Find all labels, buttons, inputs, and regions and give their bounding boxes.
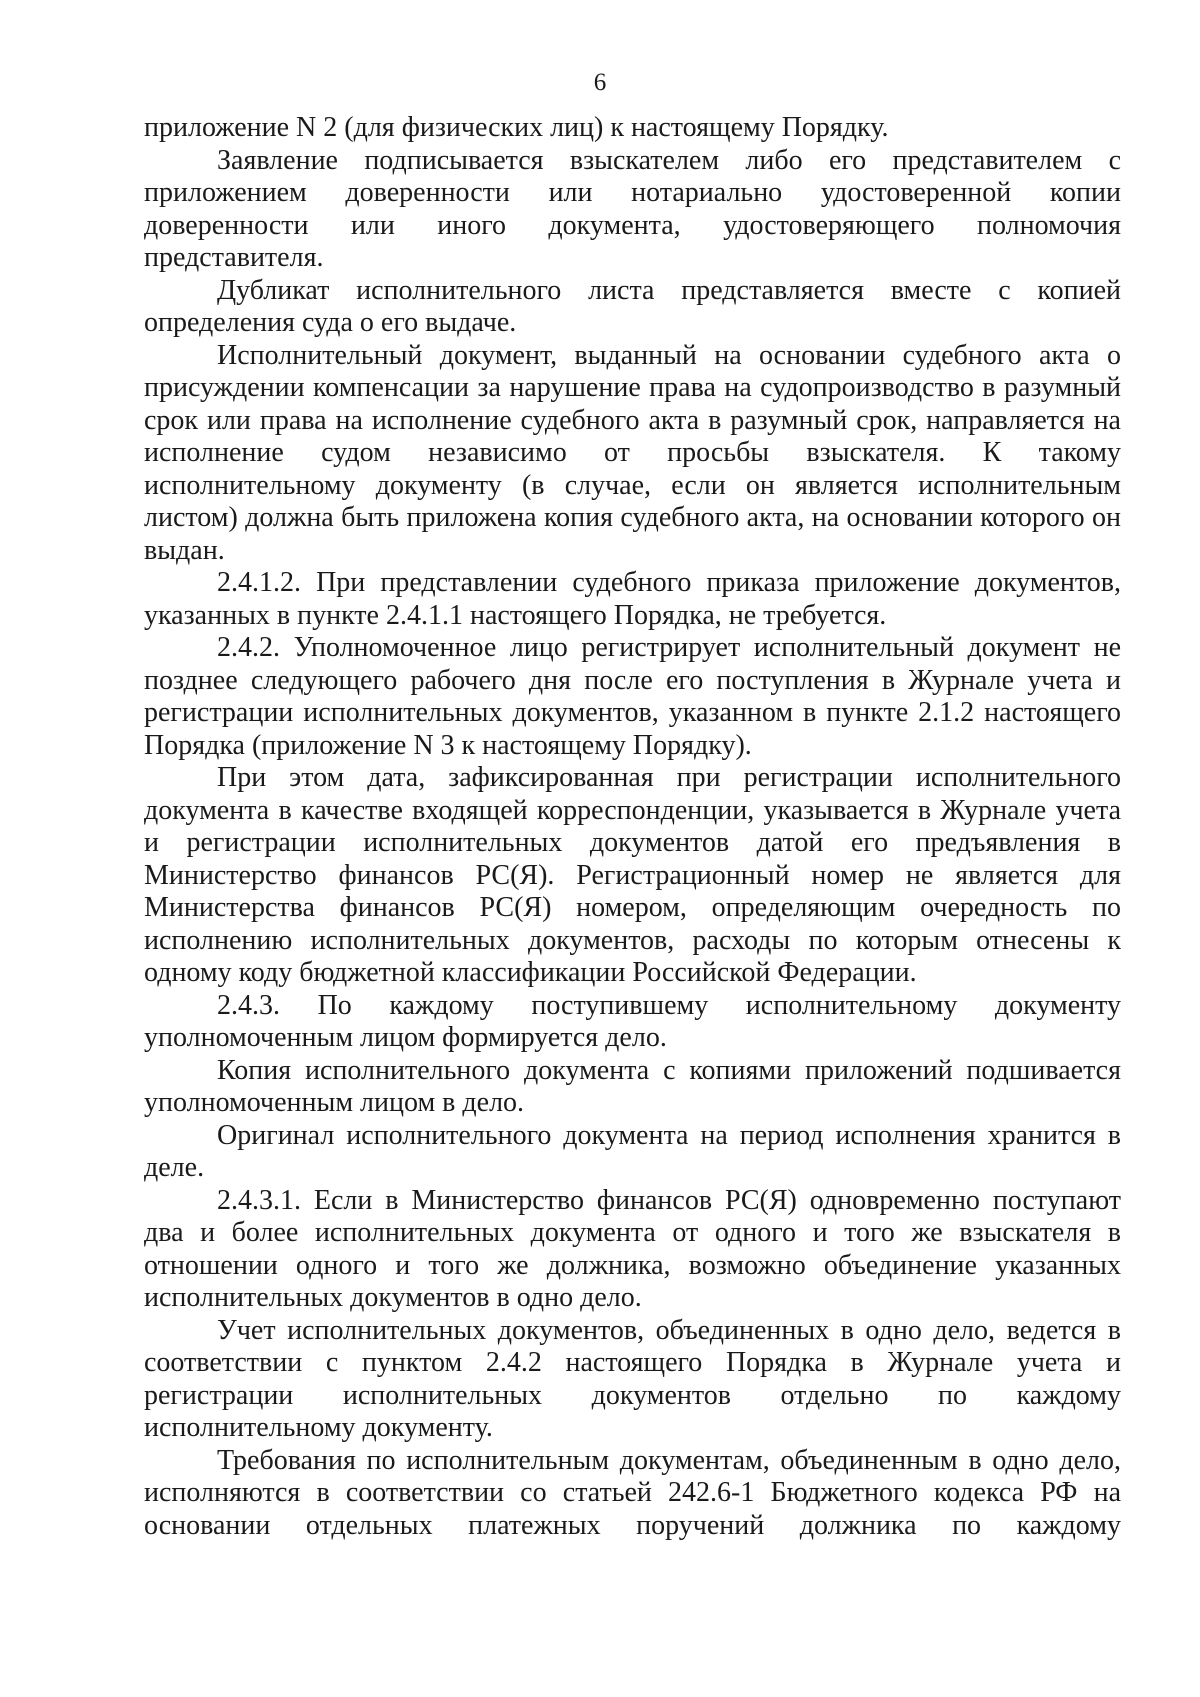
paragraph: Оригинал исполнительного документа на период исполнения хранится в деле. <box>144 1119 1121 1183</box>
paragraph: Требования по исполнительным документам, объединенным в одно дело, исполняются в соответствии со статьей 242.6-1 Бюджетного кодекса РФ на основании отдельных платежных поручений должника по каждому <box>144 1444 1121 1541</box>
paragraph: 2.4.1.2. При представлении судебного приказа приложение документов, указанных в пункте 2.4.1.1 настоящего Порядка, не требуется. <box>144 567 1121 631</box>
document-body <box>144 112 1121 1542</box>
paragraph: 2.4.2. Уполномоченное лицо регистрирует исполнительный документ не позднее следующего рабочего дня после его поступления в Журнале учета и регистрации исполнительных документов, указанном в пункте 2.1.2 настоящего Порядка (приложение N 3 к настоящему Порядку). <box>144 632 1121 761</box>
paragraph: Учет исполнительных документов, объединенных в одно дело, ведется в соответствии с пунктом 2.4.2 настоящего Порядка в Журнале учета и регистрации исполнительных документов отдельно по каждому исполнительному документу. <box>144 1314 1121 1443</box>
paragraph: приложение N 2 (для физических лиц) к настоящему Порядку. <box>144 112 889 143</box>
paragraph: 2.4.3. По каждому поступившему исполнительному документу уполномоченным лицом формируется дело. <box>144 989 1121 1053</box>
paragraph: Исполнительный документ, выданный на основании судебного акта о присуждении компенсации за нарушение права на судопроизводство в разумный срок или права на исполнение судебного акта в разумный срок, направляется на исполнение судом независимо от просьбы взыскателя. К такому исполнительному документу (в случае, если он является исполнительным листом) должна быть приложена копия судебного акта, на основании которого он выдан. <box>144 339 1121 566</box>
paragraph: Заявление подписывается взыскателем либо его представителем с приложением доверенности или нотариально удостоверенной копии доверенности или иного документа, удостоверяющего полномочия представителя. <box>144 144 1121 273</box>
paragraph: Копия исполнительного документа с копиями приложений подшивается уполномоченным лицом в дело. <box>144 1054 1121 1118</box>
paragraph: Дубликат исполнительного листа представляется вместе с копией определения суда о его выдаче. <box>144 274 1121 338</box>
paragraph: 2.4.3.1. Если в Министерство финансов РС(Я) одновременно поступают два и более исполнительных документа от одного и того же взыскателя в отношении одного и того же должника, возможно объединение указанных исполнительных документов в одно дело. <box>144 1184 1121 1313</box>
paragraph: При этом дата, зафиксированная при регистрации исполнительного документа в качестве входящей корреспонденции, указывается в Журнале учета и регистрации исполнительных документов датой его предъявления в Министерство финансов РС(Я). Регистрационный номер не является для Министерства финансов РС(Я) номером, определяющим очередность по исполнению исполнительных документов, расходы по которым отнесены к одному коду бюджетной классификации Российской Федерации. <box>144 762 1121 988</box>
page-number: 6 <box>593 69 607 96</box>
